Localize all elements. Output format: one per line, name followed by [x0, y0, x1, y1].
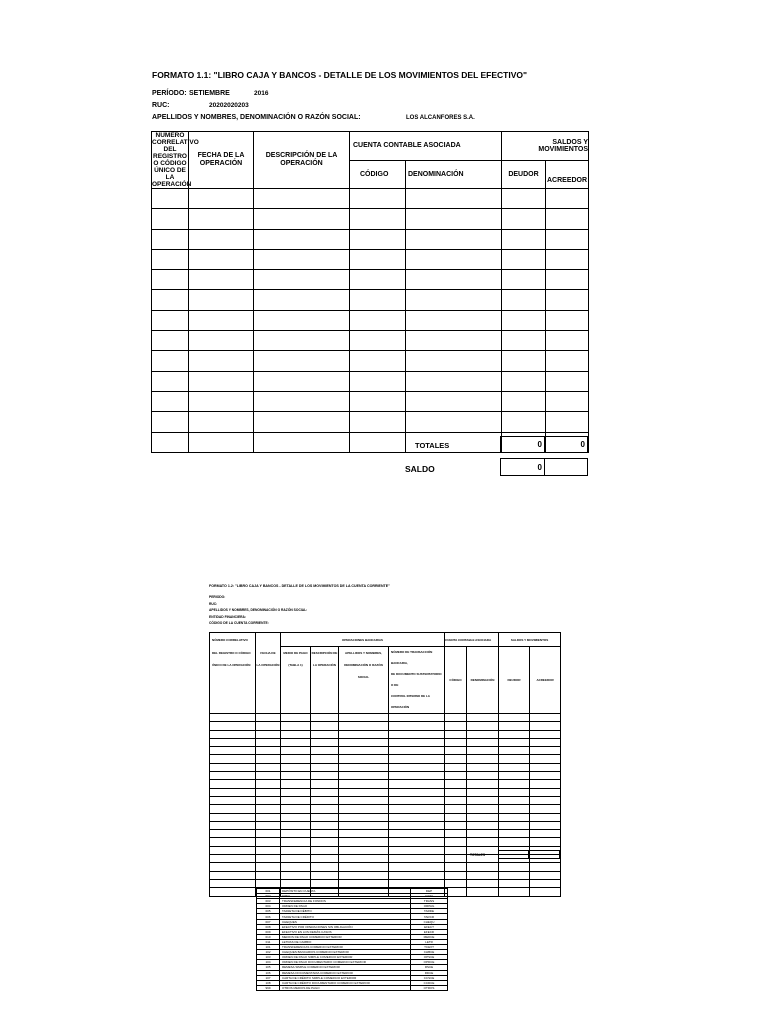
t2-header-numero-2: DEL REGISTRO O CÓDIGO — [212, 650, 251, 655]
table-row — [152, 412, 589, 432]
abbrev-cell: RDCE — [411, 970, 448, 975]
description-cell: EFECTIVO POR OPERACIONES SIN OBLIGACIÓN — [280, 924, 411, 929]
t2-header-fecha-1: FECHA DE — [260, 650, 276, 655]
header-denominacion: DENOMINACIÓN — [406, 160, 502, 189]
description-cell: EFECTIVO EN LOS DEMÁS CASOS — [280, 929, 411, 934]
table-row — [210, 730, 561, 738]
table-row — [152, 351, 589, 371]
table-row — [210, 738, 561, 746]
code-cell: 999 — [257, 985, 280, 990]
table-row — [210, 788, 561, 796]
format2-totales-deudor — [498, 850, 529, 859]
description-cell: LETRAS DE CAMBIO — [280, 939, 411, 944]
table-row — [210, 871, 561, 879]
table-row — [152, 331, 589, 351]
table-row — [152, 391, 589, 411]
table-row — [210, 838, 561, 846]
table-row — [210, 780, 561, 788]
totales-acreedor: 0 — [544, 436, 588, 453]
code-cell: 010 — [257, 934, 280, 939]
abbrev-cell: RSCE — [411, 965, 448, 970]
description-cell: TARJETA DE CRÉDITO — [280, 914, 411, 919]
table-row — [210, 714, 561, 722]
header-numero: NÚMERO CORRELATIVO DEL REGISTRO O CÓDIGO ÚNICO DE LA OPERACIÓN — [152, 132, 199, 188]
description-cell: MEDIOS DE PAGO COMERCIO EXTERIOR — [280, 934, 411, 939]
razon-value: LOS ALCANFORES S.A. — [406, 115, 475, 121]
format2-totales-acreedor — [528, 850, 560, 859]
header-saldos: SALDOS Y MOVIMIENTOS — [502, 132, 589, 161]
abbrev-cell: CHBCE — [411, 950, 448, 955]
description-cell: GIRO — [280, 894, 411, 899]
header-cuenta: CUENTA CONTABLE ASOCIADA — [350, 132, 502, 161]
abbrev-cell: OPSCE — [411, 955, 448, 960]
code-cell: 009 — [257, 929, 280, 934]
description-cell: TARJETA DE DÉBITO — [280, 909, 411, 914]
description-cell: CHEQUES — [280, 919, 411, 924]
table-row — [152, 209, 589, 229]
code-cell: 006 — [257, 914, 280, 919]
code-cell: 107 — [257, 975, 280, 980]
abbrev-cell: CHEQU — [411, 919, 448, 924]
code-cell: 004 — [257, 904, 280, 909]
code-cell: 105 — [257, 965, 280, 970]
table-row — [210, 863, 561, 871]
format2-title: FORMATO 1.2: "LIBRO CAJA Y BANCOS - DETALLE DE LOS MOVIMIENTOS DE LA CUENTA CORRIENTE" — [209, 584, 390, 588]
saldo-empty-cell — [544, 458, 588, 476]
medio-pago-table — [256, 888, 448, 991]
table-row — [210, 821, 561, 829]
abbrev-cell: TARDE — [411, 909, 448, 914]
abbrev-cell: OTROS — [411, 985, 448, 990]
format1-table — [151, 131, 589, 453]
abbrev-cell: GIRO — [411, 894, 448, 899]
totales-deudor: 0 — [500, 436, 545, 453]
t2-header-denominacion: DENOMINACIÓN — [467, 647, 499, 714]
t2-header-acreedor: ACREEDOR — [530, 647, 561, 714]
list-item — [257, 985, 448, 990]
t2-header-saldos: SALDOS Y MOVIMIENTOS — [499, 633, 561, 647]
header-descripcion: DESCRIPCIÓN DE LA OPERACIÓN — [254, 132, 350, 189]
abbrev-cell: TRANS — [411, 899, 448, 904]
ruc-label: RUC: — [152, 102, 170, 109]
t2-header-cuenta: CUENTA CONTABLE ASOCIADA — [445, 633, 499, 647]
code-cell: 106 — [257, 970, 280, 975]
razon-label: APELLIDOS Y NOMBRES, DENOMINACIÓN O RAZÓN SOCIAL: — [152, 114, 361, 121]
format2-periodo-label: PERIODO: — [209, 595, 226, 599]
description-cell: DEPÓSITO EN CUENTA — [280, 889, 411, 894]
description-cell: ORDEN DE PAGO DOCUMENTARIO COMERCIO EXTERIOR — [280, 960, 411, 965]
t2-header-operaciones: OPERACIONES BANCARIAS — [281, 633, 445, 647]
table-row — [210, 813, 561, 821]
description-cell: REMESA SIMPLE COMERCIO EXTERIOR — [280, 965, 411, 970]
format2-codigo-label: CÓDIGO DE LA CUENTA CORRIENTE: — [209, 621, 269, 625]
table-row — [210, 763, 561, 771]
t2-header-numtrans-3: CONTROL INTERNO DE LA OPERACIÓN — [391, 694, 430, 709]
table-row — [210, 879, 561, 887]
description-cell: ORDEN DE PAGO — [280, 904, 411, 909]
periodo-year: 2016 — [254, 90, 269, 97]
abbrev-cell: LETR — [411, 939, 448, 944]
table-row — [210, 805, 561, 813]
table-row — [152, 229, 589, 249]
periodo-value: SETIEMBRE — [189, 90, 230, 97]
code-cell: 001 — [257, 889, 280, 894]
format2-entidad-label: ENTIDAD FINANCIERA: — [209, 615, 246, 619]
abbrev-cell: DEP — [411, 889, 448, 894]
t2-header-desc-2: LA OPERACIÓN — [313, 663, 336, 667]
t2-header-numero-1: NÚMERO CORRELATIVO — [210, 633, 256, 647]
description-cell: REMESA DOCUMENTARIA COMERCIO EXTERIOR — [280, 970, 411, 975]
code-cell: 008 — [257, 924, 280, 929]
abbrev-cell: ORPAG — [411, 904, 448, 909]
code-cell: 005 — [257, 909, 280, 914]
description-cell: CHEQUES BANCARIOS COMERCIO EXTERIOR — [280, 950, 411, 955]
abbrev-cell: CCDCE — [411, 980, 448, 985]
table-row — [210, 796, 561, 804]
code-cell: 002 — [257, 894, 280, 899]
table-row — [152, 249, 589, 269]
t2-header-apellidos-1: APELLIDOS Y NOMBRES, — [345, 651, 382, 655]
table-row — [152, 290, 589, 310]
saldo-label: SALDO — [405, 464, 435, 474]
t2-header-apellidos-2: DENOMINACIÓN O RAZÓN SOCIAL — [344, 663, 383, 679]
t2-header-fecha-2: LA OPERACIÓN — [256, 662, 280, 667]
description-cell: CARTA DE CRÉDITO DOCUMENTARIO COMERCIO EXTERIOR — [280, 980, 411, 985]
description-cell: TRANSFERENCIAS COMERCIO EXTERIOR — [280, 945, 411, 950]
table-row — [152, 270, 589, 290]
code-cell: 007 — [257, 919, 280, 924]
header-acreedor: ACREEDOR — [546, 160, 589, 189]
header-codigo: CÓDIGO — [350, 160, 406, 189]
periodo-label: PERÍODO: — [152, 90, 187, 97]
t2-header-numtrans-2: DE DOCUMENTO SUSTENTATORIO O DE — [391, 672, 442, 687]
t2-header-deudor: DEUDOR — [499, 647, 530, 714]
ruc-value: 20202020203 — [209, 102, 249, 109]
t2-header-desc-1: DESCRIPCIÓN DE — [311, 651, 338, 655]
table-row — [210, 830, 561, 838]
abbrev-cell: EFECT — [411, 924, 448, 929]
table-row — [210, 722, 561, 730]
table-row — [210, 747, 561, 755]
code-cell: 003 — [257, 899, 280, 904]
table-row — [152, 371, 589, 391]
totales-label: TOTALES — [415, 441, 450, 450]
table-row — [210, 755, 561, 763]
table-row — [152, 310, 589, 330]
t2-header-numtrans-1: NÚMERO DE TRANSACCIÓN BANCARIA, — [391, 650, 433, 665]
description-cell: OTROS MEDIOS DE PAGO — [280, 985, 411, 990]
code-cell: 104 — [257, 960, 280, 965]
code-cell: 011 — [257, 939, 280, 944]
t2-header-medio-2: (TABLA 1) — [288, 663, 303, 667]
code-cell: 102 — [257, 950, 280, 955]
description-cell: TRANSFERENCIA DE FONDOS — [280, 899, 411, 904]
abbrev-cell: TARCR — [411, 914, 448, 919]
header-fecha: FECHA DE LA OPERACIÓN — [189, 132, 254, 189]
format1-title: FORMATO 1.1: "LIBRO CAJA Y BANCOS - DETALLE DE LOS MOVIMIENTOS DEL EFECTIVO" — [152, 70, 528, 80]
abbrev-cell: CCSCE — [411, 975, 448, 980]
t2-header-medio-1: MEDIO DE PAGO — [283, 651, 308, 655]
abbrev-cell: MEDCE — [411, 934, 448, 939]
abbrev-cell: OPDCE — [411, 960, 448, 965]
description-cell: ORDEN DE PAGO SIMPLE COMERCIO EXTERIOR — [280, 955, 411, 960]
t2-header-numero-3: ÚNICO DE LA OPERACIÓN — [212, 662, 251, 667]
saldo-value: 0 — [500, 458, 545, 476]
description-cell: CARTA DE CRÉDITO SIMPLE COMERCIO EXTERIOR — [280, 975, 411, 980]
code-cell: 103 — [257, 955, 280, 960]
code-cell: 108 — [257, 980, 280, 985]
table-row — [210, 772, 561, 780]
table-row — [152, 189, 589, 209]
abbrev-cell: EFECD — [411, 929, 448, 934]
format2-razon-label: APELLIDOS Y NOMBRES, DENOMINACIÓN O RAZÓN SOCIAL: — [209, 608, 308, 612]
t2-header-codigo: CÓDIGO — [445, 647, 467, 714]
header-deudor: DEUDOR — [502, 160, 546, 189]
abbrev-cell: TCEXT — [411, 945, 448, 950]
format2-totales-label: TOTALES — [470, 853, 486, 857]
code-cell: 101 — [257, 945, 280, 950]
format2-ruc-label: RUC: — [209, 602, 218, 606]
